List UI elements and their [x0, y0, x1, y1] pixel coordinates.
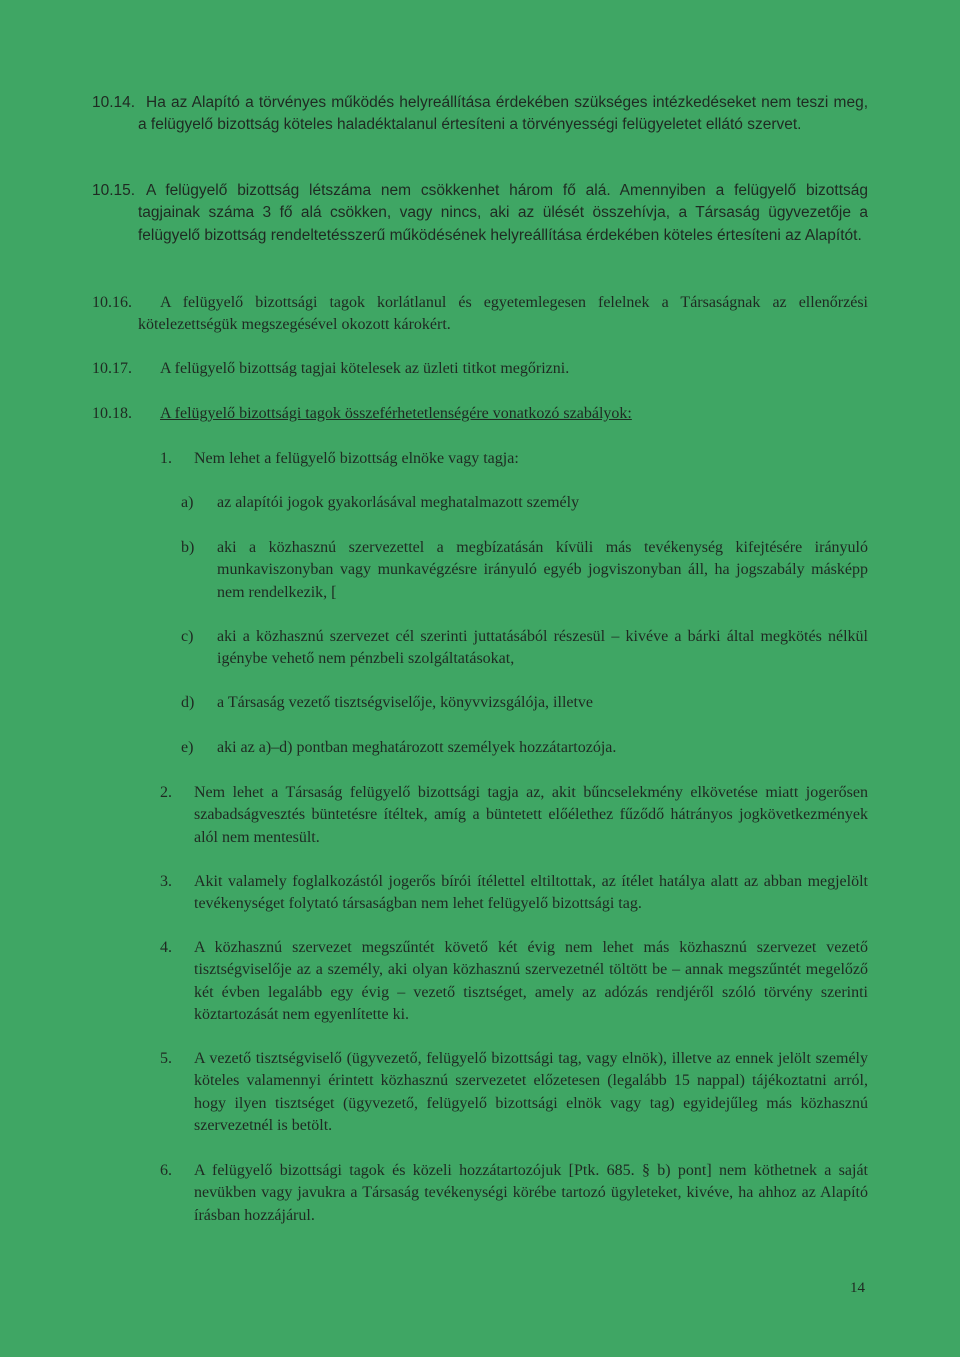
item-text: aki a közhasznú szervezettel a megbízatásán kívüli más tevékenység kifejtésére irányuló munkaviszonyban vagy munkavégzésre irányuló egyéb jogviszonyban áll, ha jogszabály másképp nem rendelkezik, [ — [217, 539, 868, 601]
paragraph-10-15-text: A felügyelő bizottság létszáma nem csökkenhet három fő alá. Amennyiben a felügyelő bizottság tagjainak száma 3 fő alá csökken, vagy nincs, aki az ülését összehívja, a Társaság ügyvezetője a felügyelő bizottság rendeltetésszerű működésének helyreállítása érdekében köteles értesíteni az Alapítót. — [138, 182, 868, 244]
rule-number: 5. — [160, 1050, 172, 1067]
paragraph-number: 10.16. — [92, 294, 132, 311]
page-number: 14 — [850, 1280, 865, 1296]
rule-number: 2. — [160, 784, 172, 801]
item-text: aki a közhasznú szervezet cél szerinti juttatásából részesül – kivéve a bárki által megkötés nélkül igénybe vehető nem pénzbeli szolgáltatásokat, — [217, 628, 868, 668]
paragraph-10-18-number: 10.18. — [92, 405, 132, 422]
paragraph-10-16-text: A felügyelő bizottsági tagok korlátlanul és egyetemlegesen felelnek a Társaságnak az ellenőrzési kötelezettségük megszegésével okozott károkért. — [138, 294, 868, 334]
paragraph-10-15 — [92, 180, 138, 202]
rule-number: 1. — [160, 450, 172, 467]
rule-text: A felügyelő bizottsági tagok és közeli hozzátartozójuk [Ptk. 685. § b) pont] nem köthetnek a saját nevükben vagy javukra a Társaság tevékenységi körébe tartozó ügyleteket, kivéve, ha ahhoz az Alapító írásban hozzájárul. — [194, 1162, 868, 1224]
rule-number: 3. — [160, 873, 172, 890]
paragraph-10-17-text: A felügyelő bizottság tagjai kötelesek az üzleti titkot megőrizni. — [160, 360, 570, 377]
item-text: az alapítói jogok gyakorlásával meghatalmazott személy — [217, 494, 580, 511]
paragraph-number: 10.15. — [92, 182, 136, 199]
item-text: aki az a)–d) pontban meghatározott személyek hozzátartozója. — [217, 739, 617, 756]
rule-number: 4. — [160, 939, 172, 956]
rule-text: Nem lehet a Társaság felügyelő bizottsági tagja az, akit bűncselekmény elkövetése miatt jogerősen szabadságvesztés büntetésre ítéltek, amíg a büntetett előélethez fűződő hátrányos jogkövetkezmények alól nem mentesült. — [194, 784, 868, 846]
paragraph-number: 10.14. — [92, 94, 136, 111]
item-letter: d) — [181, 694, 195, 711]
item-letter: e) — [181, 739, 194, 756]
item-letter: a) — [181, 494, 194, 511]
paragraph-10-18-heading: A felügyelő bizottsági tagok összeférhetetlenségére vonatkozó szabályok: — [160, 405, 632, 422]
rule-number: 6. — [160, 1162, 172, 1179]
rule-text: Akit valamely foglalkozástól jogerős bírói ítélettel eltiltottak, az ítélet hatálya alatt az abban megjelölt tevékenységet folytató társaságban nem lehet felügyelő bizottsági tag. — [194, 873, 868, 913]
rule-text: Nem lehet a felügyelő bizottság elnöke vagy tagja: — [194, 450, 519, 467]
item-text: a Társaság vezető tisztségviselője, könyvvizsgálója, illetve — [217, 694, 594, 711]
item-letter: b) — [181, 539, 195, 556]
paragraph-10-14-text: Ha az Alapító a törvényes működés helyreállítása érdekében szükséges intézkedéseket nem teszi meg, a felügyelő bizottság köteles haladéktalanul értesíteni a törvényességi felügyeletet ellátó szervet. — [138, 94, 868, 134]
item-letter: c) — [181, 628, 194, 645]
paragraph-10-17-number: 10.17. — [92, 360, 132, 377]
rule-text: A vezető tisztségviselő (ügyvezető, felügyelő bizottsági tag, vagy elnök), illetve az ennek jelölt személy köteles valamennyi érintett közhasznú szervezetet előzetesen (legalább 15 nappal) tájékoztatni arról, hogy ilyen tisztséget (ügyvezető, felügyelő bizottsági elnök vagy tag) egyidejűleg más közhasznú szervezetnél is betölt. — [194, 1050, 868, 1135]
rule-text: A közhasznú szervezet megszűntét követő két évig nem lehet más közhasznú szervezet vezető tisztségviselője az a személy, aki olyan közhasznú szervezetnél töltött be – annak megszűntét megelőző két évben legalább egy évig – vezető tisztséget, amely az adózás rendjéről szóló törvény szerinti köztartozását nem egyenlítette ki. — [194, 939, 868, 1024]
